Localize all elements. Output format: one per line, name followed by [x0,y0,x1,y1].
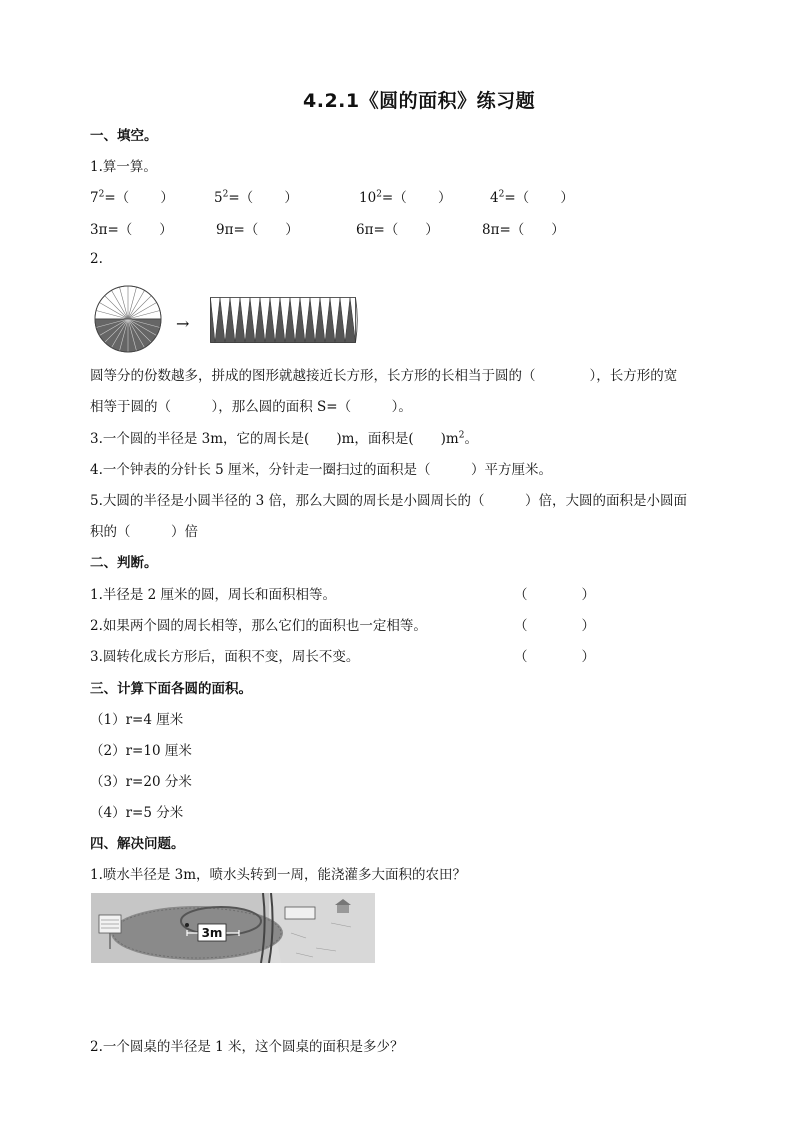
question-2-number: 2. [90,251,103,267]
section-solve-heading: 四、解决问题。 [90,836,185,852]
judge-item: 1.半径是 2 厘米的圆，周长和面积相等。 [90,587,337,603]
calc-item: （4）r=5 分米 [90,805,184,821]
sectored-circle-diagram [92,283,164,355]
rearranged-rectangle-diagram [210,297,360,343]
power-item: $5^2=$（ ） [214,189,298,206]
question-2-line-2: 相等于圆的（ ），那么圆的面积 S=（ ）。 [90,399,412,415]
pi-item: 3π=（ ） [90,222,173,238]
power-item: $7^2=$（ ） [90,189,174,206]
solve-question-1: 1.喷水半径是 3m，喷水头转到一周，能浇灌多大面积的农田？ [90,867,467,883]
page-title: 4.2.1《圆的面积》练习题 [303,90,536,112]
question-4: 4.一个钟表的分针长 5 厘米，分针走一圈扫过的面积是（ ）平方厘米。 [90,462,553,478]
section-calc-heading: 三、计算下面各圆的面积。 [90,681,252,697]
solve-question-2: 2.一个圆桌的半径是 1 米，这个圆桌的面积是多少？ [90,1039,404,1055]
pi-item: 6π=（ ） [356,222,439,238]
calc-item: （3）r=20 分米 [90,774,192,790]
question-5-line-1: 5.大圆的半径是小圆半径的 3 倍，那么大圆的周长是小圆周长的（ ）倍，大圆的面积是小圆面 [90,493,688,509]
calc-item: （2）r=10 厘米 [90,743,192,759]
arrow: → [176,314,190,333]
question-2-line-1: 圆等分的份数越多，拼成的图形就越接近长方形，长方形的长相当于圆的（ ），长方形的宽 [90,368,678,384]
judge-answer-paren: （ ） [514,618,595,634]
radius-label: 3m [201,926,223,940]
pi-item: 8π=（ ） [482,222,565,238]
power-item: $10^2=$（ ） [359,189,452,206]
sprinkler-field-illustration [91,893,375,963]
judge-answer-paren: （ ） [514,587,595,603]
question-1: 1.算一算。 [90,159,157,175]
judge-answer-paren: （ ） [514,649,595,665]
question-3: 3.一个圆的半径是 3m，它的周长是( )m，面积是( )$m^2$。 [90,430,478,447]
section-fill-heading: 一、填空。 [90,128,158,144]
question-5-line-2: 积的（ ）倍 [90,524,198,540]
power-item: $4^2=$（ ） [490,189,574,206]
judge-item: 2.如果两个圆的周长相等，那么它们的面积也一定相等。 [90,618,427,634]
pi-item: 9π=（ ） [216,222,299,238]
judge-item: 3.圆转化成长方形后，面积不变，周长不变。 [90,649,360,665]
calc-item: （1）r=4 厘米 [90,712,184,728]
section-judge-heading: 二、判断。 [90,555,158,571]
